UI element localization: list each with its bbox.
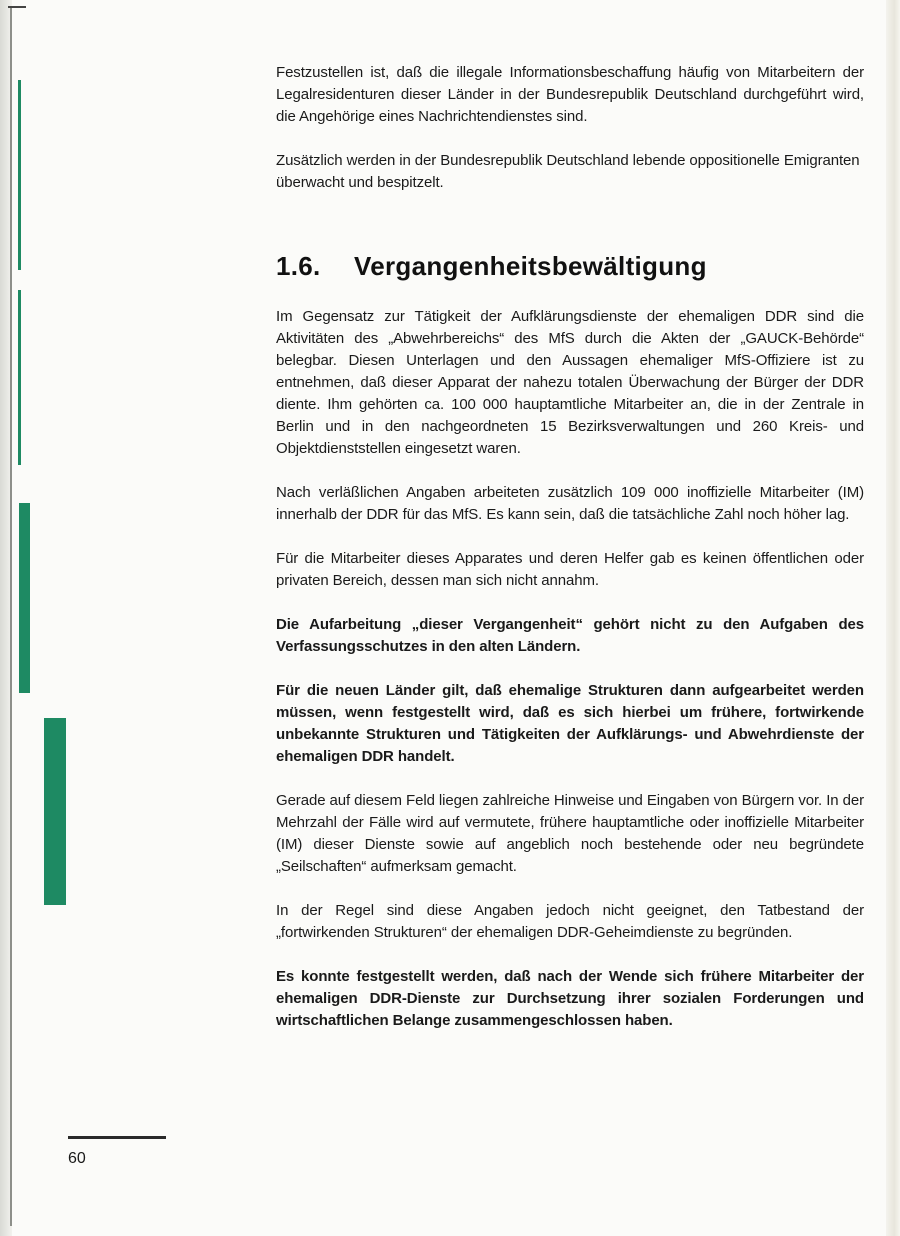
margin-marker-2 bbox=[18, 290, 21, 465]
margin-marker-4 bbox=[44, 718, 66, 905]
scan-edge-line bbox=[10, 6, 12, 1226]
margin-marker-1 bbox=[18, 80, 21, 270]
scan-corner-mark bbox=[8, 6, 26, 8]
paragraph-bold: Für die neuen Länder gilt, daß ehemalige Strukturen dann aufgearbeitet werden müssen, wenn festgestellt wird, daß es sich hierbei um frühere, fortwirkende unbekannte Strukturen und Tätigkeiten der Aufklärungs- und Abwehrdienste der ehemaligen DDR handelt. bbox=[276, 682, 864, 765]
paragraph-body: Gerade auf diesem Feld liegen zahlreiche Hinweise und Eingaben von Bürgern vor. In der Mehrzahl der Fälle wird auf vermutete, frühere hauptamtliche oder inoffizielle Mitarbeiter (IM) dieser Dienste sowie auf angeblich noch bestehende oder neu begründete „Seilschaften“ aufmerksam gemacht. bbox=[276, 792, 864, 875]
paragraph-intro-1: Festzustellen ist, daß die illegale Informationsbeschaffung häufig von Mitarbeitern der Legalresidenturen dieser Länder in der Bundesrepublik Deutschland durchgeführt wird, die Angehörige eines Nachrichtendienstes sind. bbox=[276, 64, 864, 125]
section-number: 1.6. bbox=[276, 251, 321, 281]
paragraph-bold: Es konnte festgestellt werden, daß nach der Wende sich frühere Mitarbeiter der ehemaligen DDR-Dienste zur Durchsetzung ihrer sozialen Forderungen und wirtschaftlichen Belange zusammengeschlossen haben. bbox=[276, 968, 864, 1029]
margin-marker-3 bbox=[19, 503, 30, 693]
paragraph-body: Nach verläßlichen Angaben arbeiteten zusätzlich 109 000 inoffizielle Mitarbeiter (IM) innerhalb der DDR für das MfS. Es kann sein, daß die tatsächliche Zahl noch höher lag. bbox=[276, 484, 864, 523]
section-heading bbox=[276, 250, 864, 282]
paragraph-body: In der Regel sind diese Angaben jedoch nicht geeignet, den Tatbestand der „fortwirkenden Strukturen“ der ehemaligen DDR-Geheimdienste zu begründen. bbox=[276, 902, 864, 941]
paragraph-body: Für die Mitarbeiter dieses Apparates und deren Helfer gab es keinen öffentlichen oder privaten Bereich, dessen man sich nicht annahm. bbox=[276, 550, 864, 589]
paragraph-bold: Die Aufarbeitung „dieser Vergangenheit“ gehört nicht zu den Aufgaben des Verfassungsschutzes in den alten Ländern. bbox=[276, 616, 864, 655]
footer-rule bbox=[68, 1136, 166, 1139]
scan-edge-right bbox=[886, 0, 900, 1236]
text-column bbox=[276, 62, 864, 1032]
paragraph-body: Im Gegensatz zur Tätigkeit der Aufklärungsdienste der ehemaligen DDR sind die Aktivitäten des „Abwehrbereichs“ des MfS durch die Akten der „GAUCK-Behörde“ belegbar. Diesen Unterlagen und den Aussagen ehemaliger MfS-Offiziere ist zu entnehmen, daß dieser Apparat der nahezu totalen Überwachung der Bürger der DDR diente. Ihm gehörten ca. 100 000 hauptamtliche Mitarbeiter an, die in der Zentrale in Berlin und in den nachgeordneten 15 Bezirksverwaltungen und 260 Kreis- und Objektdienststellen eingesetzt waren. bbox=[276, 308, 864, 457]
section-title: Vergangenheitsbewältigung bbox=[354, 251, 707, 281]
page-number: 60 bbox=[68, 1150, 86, 1167]
paragraph-intro-2: Zusätzlich werden in der Bundesrepublik Deutschland lebende oppositionelle Emigranten überwacht und bespitzelt. bbox=[276, 152, 860, 191]
